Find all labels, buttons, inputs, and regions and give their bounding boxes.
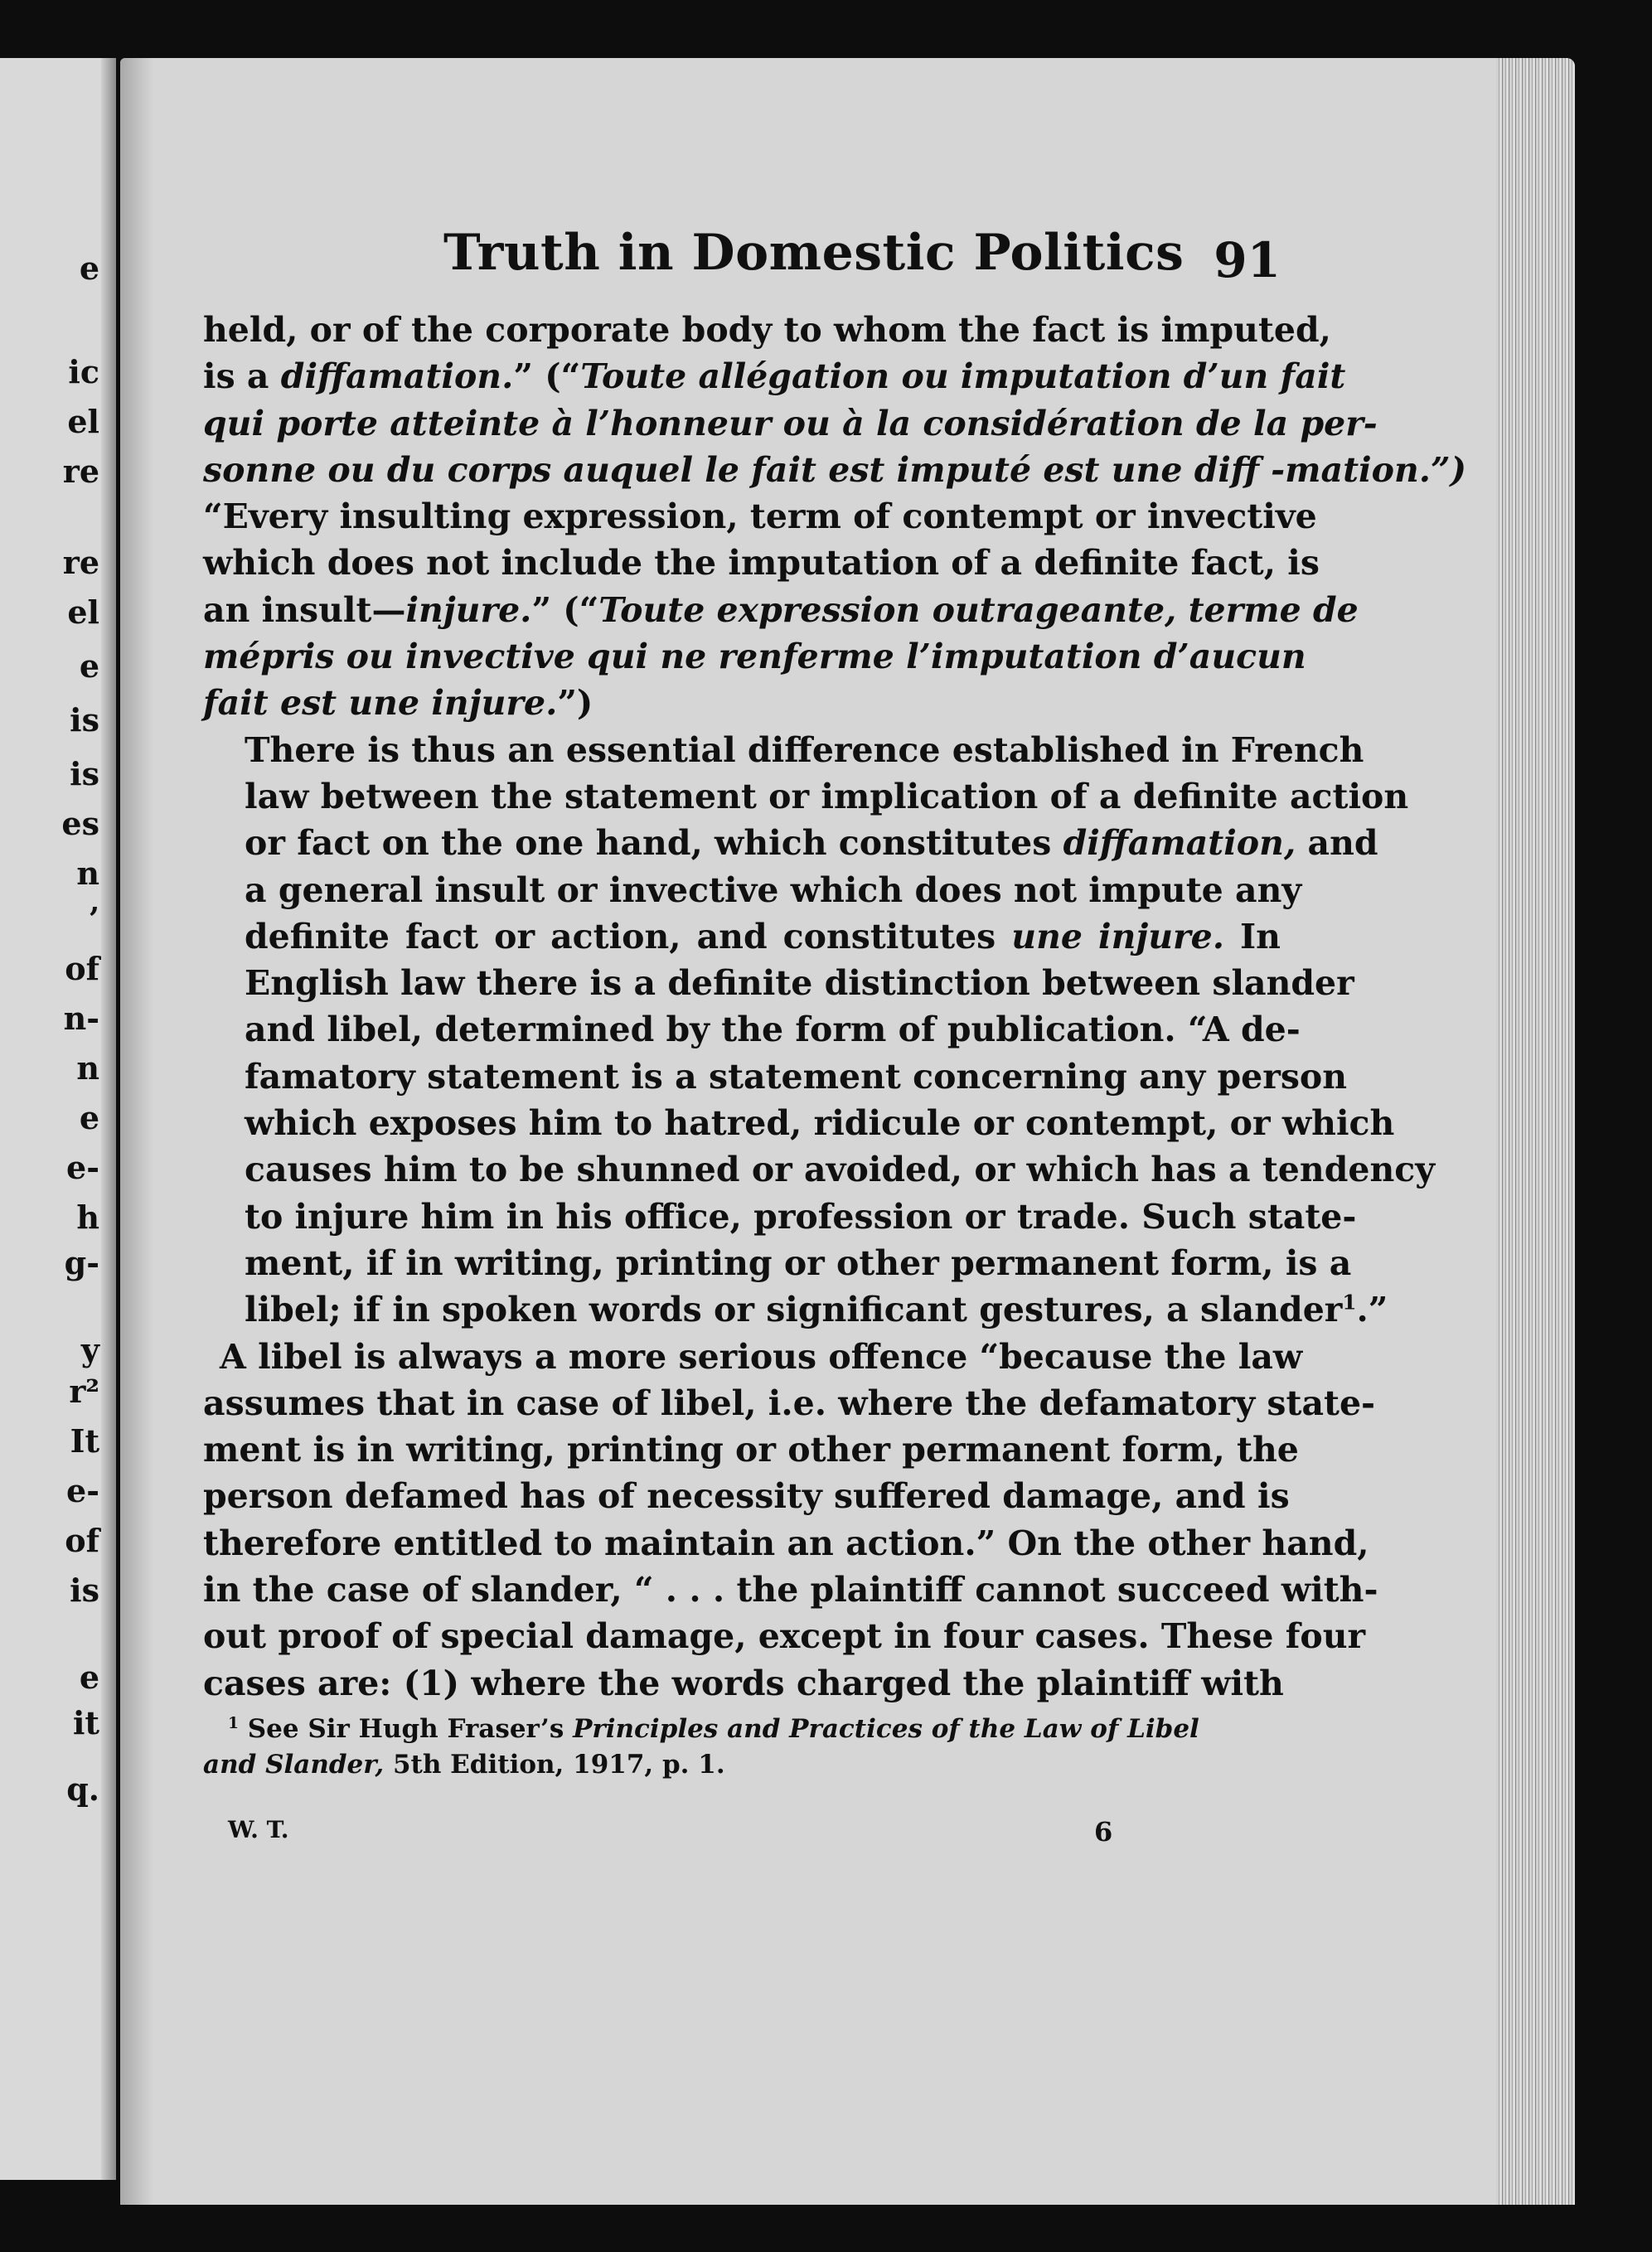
facing-page-fragment: e-: [66, 1472, 99, 1509]
facing-page-fragment: n: [76, 855, 99, 892]
facing-page-fragment: is: [70, 1572, 99, 1609]
facing-page-fragment: el: [67, 593, 99, 631]
book-page: [120, 58, 1575, 2205]
facing-page-fragment: ic: [68, 353, 99, 390]
text-line: causes him to be shunned or avoided, or which has a tendency: [245, 1150, 1436, 1190]
facing-page-fragment: re: [62, 453, 99, 490]
facing-page-fragment: es: [61, 805, 99, 842]
italic-run: Toute expression outrageante, terme de: [598, 589, 1359, 630]
text-line: held, or of the corporate body to whom the fact is imputed,: [203, 310, 1331, 350]
facing-page-fragment: It: [70, 1422, 99, 1460]
text-run: 5th Edition, 1917, p. 1.: [384, 1749, 725, 1780]
text-line: and libel, determined by the form of publication. “A de-: [245, 1010, 1301, 1050]
text-run: or fact on the one hand, which constitutes: [245, 823, 1063, 864]
text-run: libel; if in spoken words or significant gestures, a slander: [245, 1290, 1343, 1330]
facing-page-fragment: is: [70, 755, 99, 792]
text-line: therefore entitled to maintain an action.” On the other hand,: [203, 1523, 1369, 1563]
facing-page-fragment: r²: [69, 1373, 99, 1410]
italic-run: Principles and Practices of the Law of Libel: [573, 1713, 1199, 1744]
text-run: and: [1296, 823, 1378, 864]
text-line: ment, if in writing, printing or other permanent form, is a: [245, 1242, 1352, 1283]
paragraph-3: [203, 1334, 1378, 1707]
facing-page-fragment: e: [79, 1659, 99, 1696]
text-line: out proof of special damage, except in four cases. These four: [203, 1616, 1366, 1657]
text-line: “Every insulting expression, term of contempt or invective: [203, 496, 1317, 537]
running-head-title: Truth in Domestic Politics: [443, 224, 1184, 282]
italic-run: diffamation,: [1063, 823, 1296, 864]
gutter-shading: [120, 58, 153, 2205]
text-line: [203, 820, 1378, 866]
text-line: cases are: (1) where the words charged the plaintiff with: [203, 1663, 1284, 1703]
facing-page: [0, 58, 116, 2180]
text-line: ment is in writing, printing or other permanent form, the: [203, 1430, 1299, 1470]
italic-run: une injure.: [1011, 916, 1224, 956]
text-run: is a: [203, 356, 281, 397]
facing-page-fragment: e: [79, 1099, 99, 1136]
text-run: ” (“: [531, 589, 599, 630]
text-line: There is thus an essential difference established in French: [245, 729, 1364, 770]
italic-run: Toute allégation ou imputation d’un fait: [580, 356, 1346, 397]
facing-page-fragment: of: [65, 950, 99, 987]
footnote-marker: 1: [1342, 1290, 1357, 1315]
text-block: [203, 224, 1467, 1857]
facing-page-fragment: re: [62, 544, 99, 581]
signature-line: [203, 1808, 1281, 1857]
text-line: which does not include the imputation of a definite fact, is: [203, 543, 1320, 584]
facing-page-fragment: n: [76, 1049, 99, 1087]
footnote-line: [203, 1712, 1281, 1747]
facing-page-fragment: q.: [66, 1770, 99, 1808]
text-line: which exposes him to hatred, ridicule or contempt, or which: [245, 1103, 1395, 1144]
text-run: In: [1223, 916, 1281, 956]
text-line: qui porte atteinte à l’honneur ou à la considération de la per-: [203, 403, 1378, 443]
facing-page-fragment: e-: [66, 1149, 99, 1186]
facing-page-fragment: h: [76, 1199, 99, 1236]
text-line: mépris ou invective qui ne renferme l’imputation d’aucun: [203, 637, 1306, 677]
italic-run: diffamation.: [280, 356, 514, 397]
text-line: sonne ou du corps auquel le fait est imputé est une diff -mation.”): [203, 449, 1467, 490]
facing-page-fragment: g-: [64, 1244, 99, 1281]
text-line: famatory statement is a statement concerning any person: [245, 1056, 1348, 1097]
text-run: an insult—: [203, 589, 406, 630]
running-head: [203, 224, 1281, 307]
text-line: English law there is a definite distinction between slander: [245, 963, 1354, 1004]
facing-page-fragment: is: [70, 701, 99, 739]
signature-mark: W. T.: [228, 1815, 289, 1843]
facing-page-fragment: ’: [88, 900, 99, 937]
footnote-number: 1: [228, 1714, 239, 1732]
text-line: A libel is always a more serious offence “because the law: [220, 1336, 1303, 1377]
text-line: a general insult or invective which does not impute any: [245, 869, 1302, 910]
text-line: [203, 680, 1281, 726]
text-line: person defamed has of necessity suffered damage, and is: [203, 1476, 1290, 1517]
text-line: to injure him in his office, profession or trade. Such state-: [245, 1196, 1357, 1237]
text-run: ”): [557, 683, 593, 724]
sheet-number: 6: [1094, 1815, 1113, 1848]
footnote-line: [203, 1747, 1281, 1783]
facing-page-fragment: e: [79, 249, 99, 287]
facing-page-fragment: n-: [63, 1000, 99, 1037]
text-line: [203, 353, 1346, 400]
facing-page-fragment: it: [73, 1704, 99, 1741]
text-line: [203, 587, 1359, 633]
text-line: assumes that in case of libel, i.e. where the defamatory state-: [203, 1383, 1376, 1423]
italic-run: injure.: [405, 589, 532, 630]
text-line: law between the statement or implication of a definite action: [245, 776, 1409, 816]
text-run: .”: [1356, 1290, 1388, 1330]
paragraph-2: [203, 727, 1436, 1334]
text-line: [203, 913, 1281, 960]
page-number: 91: [1214, 232, 1281, 288]
page-edges: [1496, 58, 1575, 2205]
facing-page-fragment: y: [80, 1331, 99, 1368]
italic-run: fait est une injure.: [203, 683, 558, 724]
footnote: [203, 1712, 1281, 1783]
paragraph-1: [203, 307, 1467, 727]
facing-page-fragment: el: [67, 403, 99, 440]
text-line: [203, 1286, 1388, 1333]
italic-run: and Slander,: [203, 1749, 385, 1780]
text-line: in the case of slander, “ . . . the plaintiff cannot succeed with-: [203, 1570, 1378, 1610]
text-run: definite fact or action, and constitutes: [245, 916, 1012, 956]
body-text: [203, 307, 1467, 1707]
facing-page-fragment: of: [65, 1522, 99, 1559]
text-run: ” (“: [513, 356, 581, 397]
facing-page-fragment: e: [79, 647, 99, 685]
gutter-shadow: [101, 58, 116, 2180]
text-run: See Sir Hugh Fraser’s: [238, 1713, 574, 1744]
